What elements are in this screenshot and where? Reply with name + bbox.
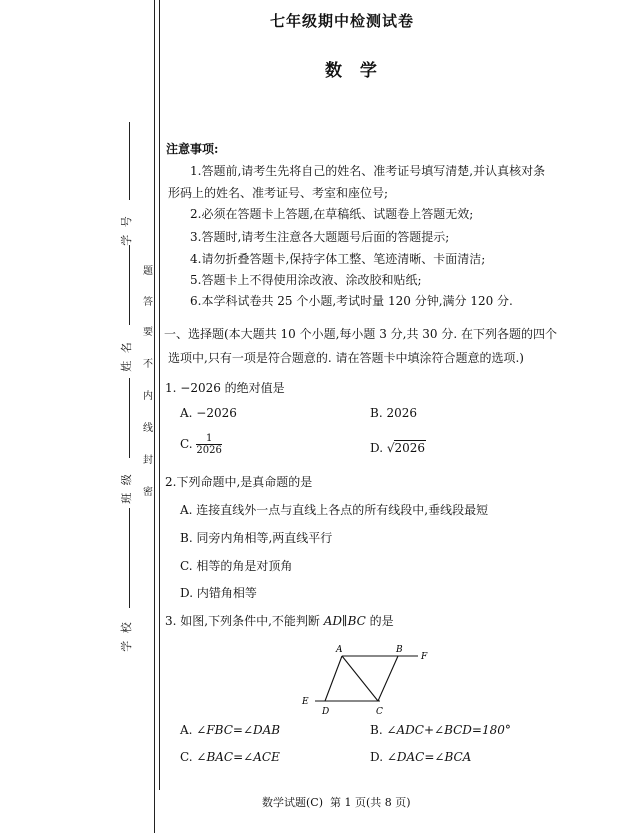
- notice-item: 4.请勿折叠答题卡,保持字体工整、笔迹清晰、卡面清洁;: [190, 252, 486, 266]
- fraction-numerator: 1: [196, 433, 221, 445]
- q3-option-b-math: ∠ADC+∠BCD=180°: [386, 723, 511, 737]
- q3-option-a-math: ∠FBC=∠DAB: [196, 723, 281, 737]
- question-1-stem: 1. −2026 的绝对值是: [165, 381, 285, 395]
- q3-stem-prefix: 3. 如图,下列条件中,不能判断: [165, 614, 320, 628]
- q2-option-a[interactable]: A. 连接直线外一点与直线上各点的所有线段中,垂线段最短: [180, 503, 489, 517]
- seal-char: 要: [143, 327, 153, 338]
- section-instructions-cont: 选项中,只有一项是符合题意的. 请在答题卡中填涂符合题意的选项.): [168, 351, 524, 365]
- label-a: A: [336, 645, 343, 655]
- class-label: 班 级: [120, 472, 133, 504]
- page-footer: 数学试题(C) 第 1 页(共 8 页): [262, 796, 411, 809]
- sqrt-sign-icon: √: [386, 441, 395, 455]
- seal-char: 线: [143, 423, 153, 434]
- q2-option-b[interactable]: B. 同旁内角相等,两直线平行: [180, 531, 333, 545]
- q3-option-a-prefix: A.: [180, 723, 197, 737]
- q3-option-d[interactable]: [370, 750, 471, 764]
- notice-heading: 注意事项:: [166, 142, 219, 156]
- q1-option-c-prefix: C.: [180, 437, 193, 451]
- notice-item: 2.必须在答题卡上答题,在草稿纸、试题卷上答题无效;: [190, 207, 474, 221]
- subject-title: 数 学: [325, 61, 383, 81]
- label-b: B: [396, 645, 403, 655]
- q1-option-b[interactable]: B. 2026: [370, 406, 417, 420]
- q3-stem-suffix: 的是: [369, 614, 394, 628]
- school-label: 学 校: [120, 620, 133, 652]
- class-blank[interactable]: [129, 378, 130, 458]
- q3-option-b[interactable]: [370, 723, 511, 737]
- notice-item: 6.本学科试卷共 25 个小题,考试时量 120 分钟,满分 120 分.: [190, 294, 513, 308]
- notice-item: 形码上的姓名、准考证号、考室和座位号;: [168, 186, 389, 200]
- binding-line-outer: [154, 0, 155, 833]
- q1-option-a[interactable]: A. −2026: [180, 406, 237, 420]
- name-blank[interactable]: [129, 245, 130, 325]
- q3-option-b-prefix: B.: [370, 723, 387, 737]
- seal-char: 答: [143, 297, 153, 308]
- notice-item: 1.答题前,请考生先将自己的姓名、准考证号填写清楚,并认真核对条: [190, 164, 546, 178]
- seal-char: 封: [143, 455, 153, 466]
- geometry-figure: [290, 640, 440, 720]
- q3-option-c-prefix: C.: [180, 750, 197, 764]
- seal-char: 题: [143, 266, 153, 277]
- school-blank[interactable]: [129, 508, 130, 608]
- seal-char: 不: [143, 359, 153, 370]
- q2-option-c[interactable]: C. 相等的角是对顶角: [180, 559, 293, 573]
- seal-char: 内: [143, 391, 153, 402]
- label-c: C: [376, 707, 383, 717]
- q3-option-a[interactable]: [180, 723, 280, 737]
- seal-char: 密: [143, 487, 153, 498]
- q3-stem-math: AD∥BC: [323, 614, 366, 628]
- q1-option-d[interactable]: [370, 440, 426, 455]
- student-id-label: 学 号: [120, 214, 133, 246]
- question-2-stem: 2.下列命题中,是真命题的是: [165, 475, 313, 489]
- q1-option-d-prefix: D.: [370, 441, 384, 455]
- sqrt-radicand: 2026: [394, 441, 426, 455]
- fraction: [196, 433, 221, 456]
- q3-option-d-math: ∠DAC=∠BCA: [386, 750, 472, 764]
- q3-option-c-math: ∠BAC=∠ACE: [196, 750, 280, 764]
- section-instructions: 一、选择题(本大题共 10 个小题,每小题 3 分,共 30 分. 在下列各题的四个: [164, 327, 558, 341]
- segment-bc: [378, 656, 398, 701]
- label-e: E: [302, 697, 309, 707]
- q3-option-d-prefix: D.: [370, 750, 387, 764]
- binding-line-inner: [159, 0, 160, 790]
- student-id-blank[interactable]: [129, 122, 130, 200]
- q2-option-d[interactable]: D. 内错角相等: [180, 586, 257, 600]
- fraction-denominator: 2026: [196, 445, 222, 456]
- notice-item: 3.答题时,请考生注意各大题题号后面的答题提示;: [190, 230, 450, 244]
- label-f: F: [421, 652, 428, 662]
- exam-title: 七年级期中检测试卷: [270, 12, 415, 30]
- segment-ad: [325, 656, 342, 701]
- q1-option-c[interactable]: [180, 433, 222, 456]
- name-label: 姓 名: [120, 340, 133, 372]
- q3-option-c[interactable]: [180, 750, 280, 764]
- segment-ac: [342, 656, 378, 701]
- label-d: D: [322, 707, 330, 717]
- question-3-stem: [165, 612, 394, 629]
- notice-item: 5.答题卡上不得使用涂改液、涂改胶和贴纸;: [190, 273, 422, 287]
